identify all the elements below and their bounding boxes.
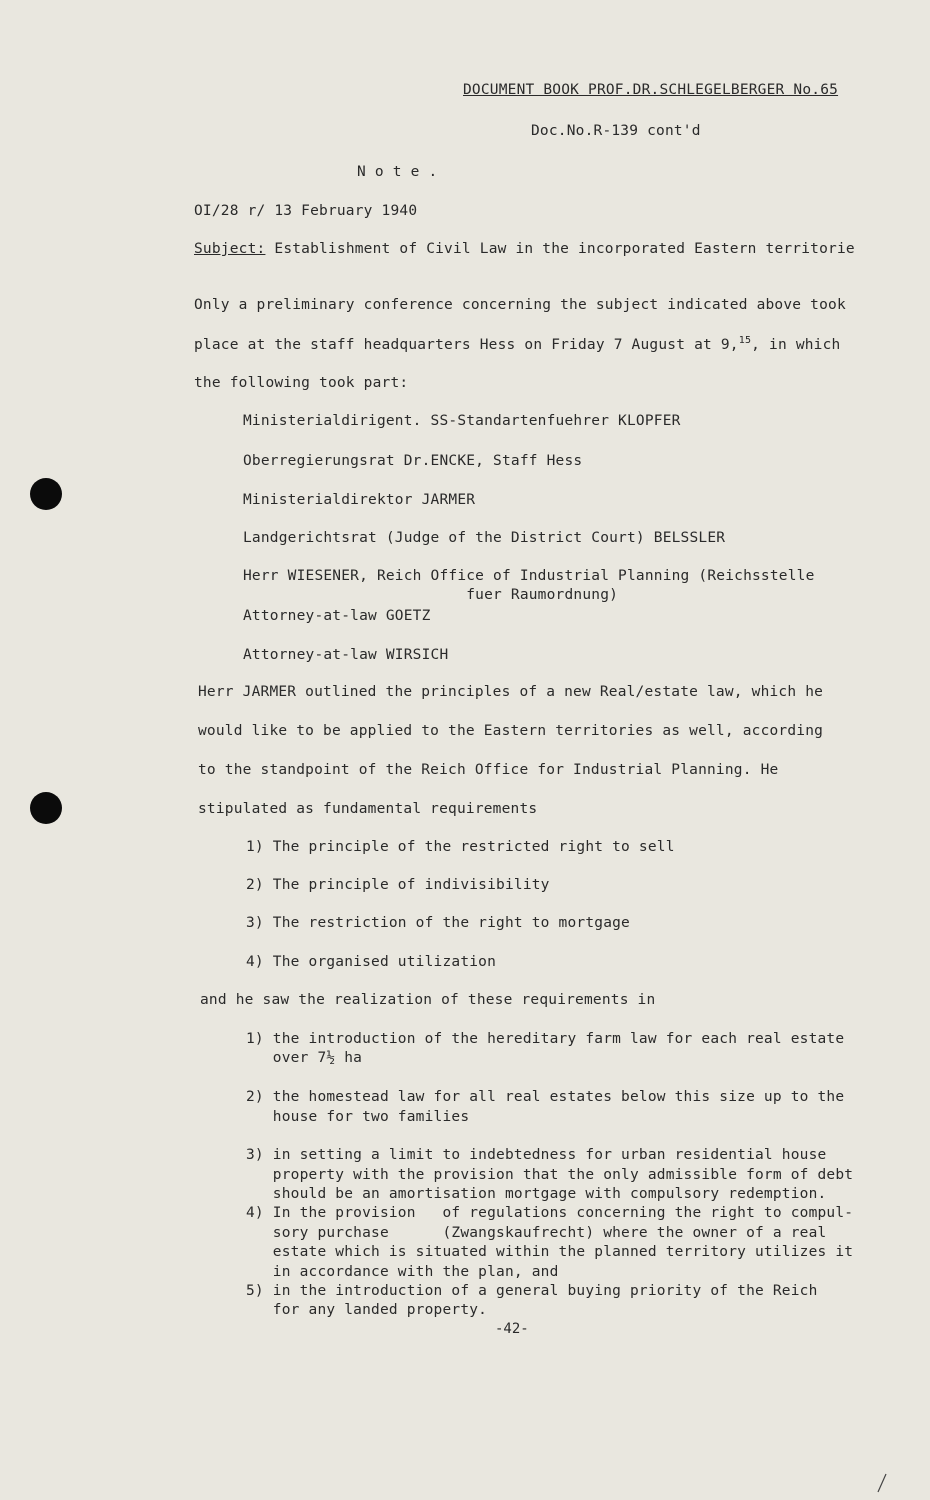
participant: Attorney-at-law WIRSICH (243, 647, 449, 663)
realization-item: 5) in the introduction of a general buying priority of the Reich (246, 1283, 818, 1299)
realization-item: 4) In the provision of regulations concerning the right to compul- (246, 1205, 854, 1221)
realization-item: 3) in setting a limit to indebtedness for urban residential house (246, 1147, 827, 1163)
participant: Herr WIESENER, Reich Office of Industrial Planning (Reichsstelle (243, 568, 815, 584)
requirement-item: 3) The restriction of the right to mortgage (246, 915, 630, 931)
realization-intro: and he saw the realization of these requirements in (200, 992, 656, 1008)
intro-line-1: Only a preliminary conference concerning the subject indicated above took (194, 297, 846, 313)
note-title: N o t e . (357, 164, 438, 180)
paragraph-line: Herr JARMER outlined the principles of a new Real/estate law, which he (198, 684, 824, 700)
requirement-item: 4) The organised utilization (246, 954, 497, 970)
participant: Oberregierungsrat Dr.ENCKE, Staff Hess (243, 453, 583, 469)
intro-line-2: place at the staff headquarters Hess on Friday 7 August at 9,15, in which (194, 335, 841, 353)
participant: Ministerialdirektor JARMER (243, 492, 476, 508)
time-superscript: 15 (738, 335, 752, 346)
subject-text: Establishment of Civil Law in the incorporated Eastern territorie (265, 241, 855, 257)
realization-item-cont: estate which is situated within the planned territory utilizes it (246, 1244, 854, 1260)
participant: Landgerichtsrat (Judge of the District Court) BELSSLER (243, 530, 726, 546)
punch-hole-bottom (30, 792, 62, 824)
document-book-header: DOCUMENT BOOK PROF.DR.SCHLEGELBERGER No.65 (463, 82, 839, 98)
doc-number: Doc.No.R-139 cont'd (531, 123, 701, 139)
realization-item-cont: should be an amortisation mortgage with compulsory redemption. (246, 1186, 827, 1202)
intro-line-3: the following took part: (194, 375, 409, 391)
realization-item-cont: in accordance with the plan, and (246, 1264, 559, 1280)
realization-item-cont: for any landed property. (246, 1302, 488, 1318)
subject-label: Subject: (194, 241, 266, 257)
punch-hole-top (30, 478, 62, 510)
realization-item-cont: sory purchase (Zwangskaufrecht) where the owner of a real (246, 1225, 827, 1241)
realization-item-cont: property with the provision that the only admissible form of debt (246, 1167, 854, 1183)
requirement-item: 1) The principle of the restricted right to sell (246, 839, 675, 855)
participant: Ministerialdirigent. SS-Standartenfuehrer KLOPFER (243, 413, 681, 429)
page-number: -42- (495, 1321, 529, 1337)
realization-item: 1) the introduction of the hereditary farm law for each real estate (246, 1031, 845, 1047)
participant-continuation: fuer Raumordnung) (243, 587, 619, 603)
realization-item: 2) the homestead law for all real estates below this size up to the (246, 1089, 845, 1105)
paragraph-line: to the standpoint of the Reich Office for Industrial Planning. He (198, 762, 779, 778)
pen-mark-icon (872, 1470, 892, 1496)
realization-item-cont: house for two families (246, 1109, 470, 1125)
realization-item-cont: over 7½ ha (246, 1050, 363, 1066)
paragraph-line: would like to be applied to the Eastern territories as well, according (198, 723, 824, 739)
participant: Attorney-at-law GOETZ (243, 608, 431, 624)
subject-line (194, 241, 855, 257)
paragraph-line: stipulated as fundamental requirements (198, 801, 538, 817)
requirement-item: 2) The principle of indivisibility (246, 877, 550, 893)
reference-date: OI/28 r/ 13 February 1940 (194, 203, 418, 219)
